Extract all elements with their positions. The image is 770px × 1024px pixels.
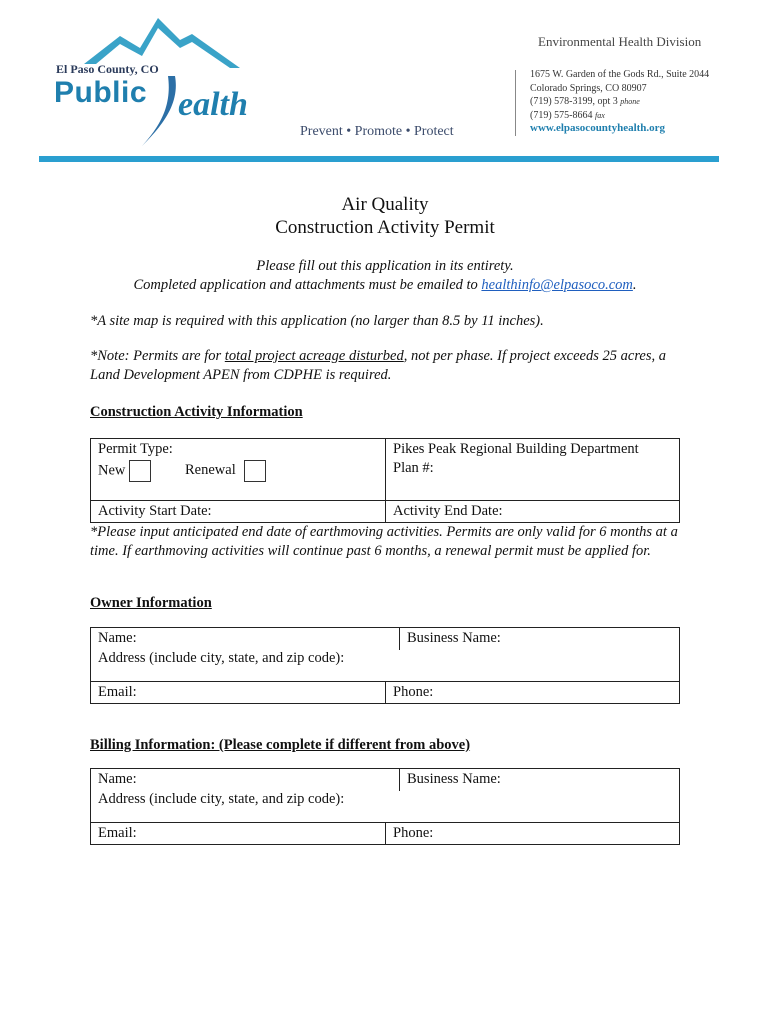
billing-email-field[interactable]: Email: [91,823,386,845]
fax-line: (719) 575-8664 fax [530,109,605,121]
billing-phone-field[interactable]: Phone: [386,823,680,845]
email-link[interactable]: healthinfo@elpasoco.com [481,277,633,293]
tagline: Prevent • Promote • Protect [300,124,454,139]
county-name: El Paso County, CO [56,62,159,76]
owner-business-field[interactable]: Business Name: [407,630,501,646]
header-rule [39,156,719,162]
owner-phone-field[interactable]: Phone: [386,682,680,704]
owner-email-field[interactable]: Email: [91,682,386,704]
logo-public-text: Public [54,76,148,109]
header-divider [515,70,516,136]
intro-line-2: Completed application and attachments must be emailed to healthinfo@elpasoco.com. [133,277,637,293]
construction-heading: Construction Activity Information [90,404,303,420]
address-line-1: 1675 W. Garden of the Gods Rd., Suite 2044 [530,69,710,80]
renewal-checkbox[interactable] [244,460,266,482]
division-name: Environmental Health Division [538,34,702,49]
permit-type-label: Permit Type: [98,441,173,457]
owner-address-field[interactable]: Address (include city, state, and zip code): [98,650,345,666]
owner-name-field[interactable]: Name: [91,628,400,650]
activity-end-field[interactable]: Activity End Date: [386,501,680,523]
billing-address-field[interactable]: Address (include city, state, and zip code): [98,791,345,807]
contact-block [530,68,709,136]
page-title: Air Quality [341,194,429,215]
billing-table [90,768,680,845]
ppr-label: Pikes Peak Regional Building Department [393,441,639,457]
website-link[interactable]: www.elpasocountyhealth.org [530,122,666,134]
address-line-2: Colorado Springs, CO 80907 [530,82,647,94]
billing-business-field[interactable]: Business Name: [407,771,501,787]
logo-health-text: ealth [178,86,248,123]
owner-heading: Owner Information [90,595,212,611]
plan-number-field[interactable]: Plan #: [393,460,434,476]
new-label: New [98,462,126,479]
billing-name-field[interactable]: Name: [91,769,400,791]
renewal-label: Renewal [185,462,236,479]
intro-line-1: Please fill out this application in its entirety. [256,258,514,274]
acreage-note: *Note: Permits are for total project acreage disturbed, not per phase. If project exceeds 25 acres, a Land Development APEN from CDPHE is required. [90,348,667,383]
site-map-note: *A site map is required with this application (no larger than 8.5 by 11 inches). [90,313,544,329]
page-subtitle: Construction Activity Permit [275,217,495,238]
end-date-note: *Please input anticipated end date of earthmoving activities. Permits are only valid for 6 months at a time. If earthmoving activities will continue past 6 months, a renewal permit must be applied for. [90,524,678,559]
billing-heading: Billing Information: (Please complete if different from above) [90,737,471,753]
construction-table [90,438,680,523]
owner-table [90,627,680,704]
phone-line: (719) 578-3199, opt 3 phone [530,96,640,107]
activity-start-field[interactable]: Activity Start Date: [91,501,386,523]
new-checkbox[interactable] [129,460,151,482]
